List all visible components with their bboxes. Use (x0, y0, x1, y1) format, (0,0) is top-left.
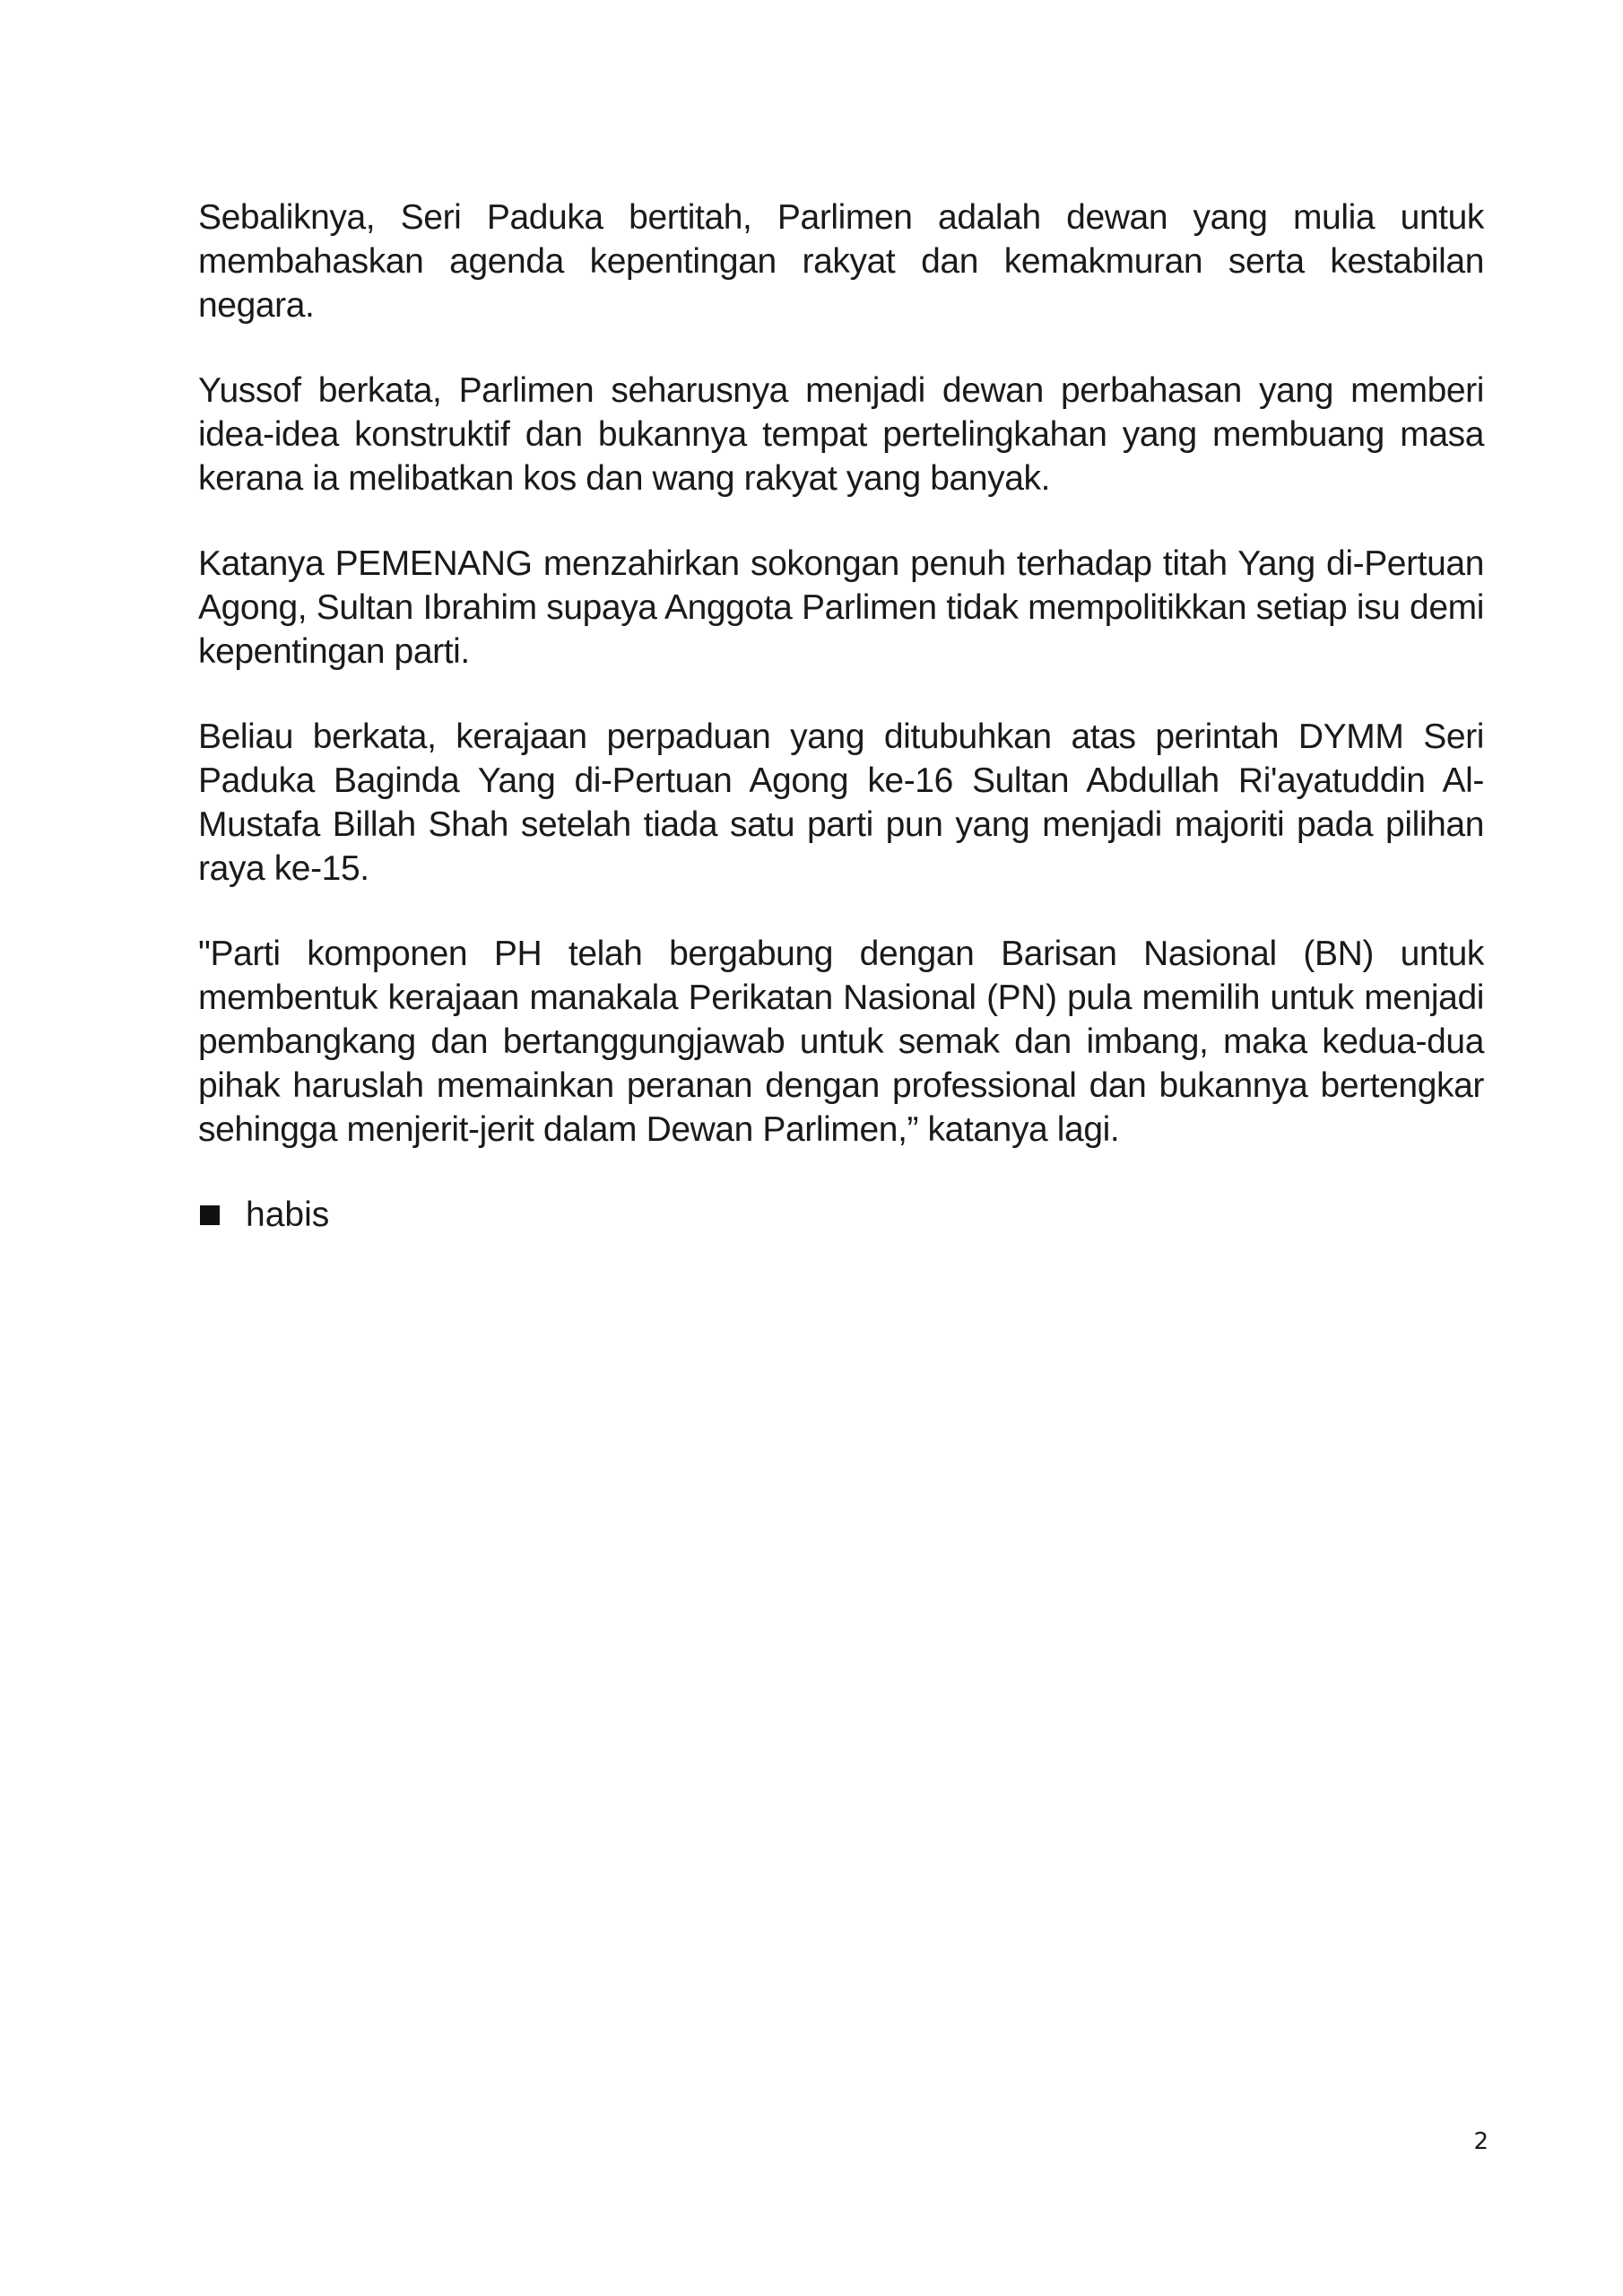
page-number: 2 (1473, 2128, 1488, 2155)
paragraph-4: Beliau berkata, kerajaan perpaduan yang ditubuhkan atas perintah DYMM Seri Paduka Baginda Yang di-Pertuan Agong ke-16 Sultan Abdullah Ri'ayatuddin Al-Mustafa Billah Shah setelah tiada satu parti pun yang menjadi majoriti pada pilihan raya ke-15. (198, 718, 1484, 888)
square-bullet-icon (200, 1205, 220, 1225)
document-body (198, 196, 1484, 1237)
paragraph-3: Katanya PEMENANG menzahirkan sokongan penuh terhadap titah Yang di-Pertuan Agong, Sultan Ibrahim supaya Anggota Parlimen tidak mempolitikkan setiap isu demi kepentingan parti. (198, 544, 1484, 671)
paragraph-1: Sebaliknya, Seri Paduka bertitah, Parlimen adalah dewan yang mulia untuk membahaskan agenda kepentingan rakyat dan kemakmuran serta kestabilan negara. (198, 198, 1484, 325)
paragraph-5: "Parti komponen PH telah bergabung dengan Barisan Nasional (BN) untuk membentuk kerajaan manakala Perikatan Nasional (PN) pula memilih untuk menjadi pembangkang dan bertanggungjawab untuk semak dan imbang, maka kedua-dua pihak haruslah memainkan peranan dengan professional dan bukannya bertengkar sehingga menjerit-jerit dalam Dewan Parlimen,” katanya lagi. (198, 935, 1484, 1149)
paragraph-2: Yussof berkata, Parlimen seharusnya menjadi dewan perbahasan yang memberi idea-idea konstruktif dan bukannya tempat pertelingkahan yang membuang masa kerana ia melibatkan kos dan wang rakyat yang banyak. (198, 371, 1484, 498)
end-marker (198, 1193, 1484, 1237)
end-marker-text: habis (246, 1196, 330, 1234)
